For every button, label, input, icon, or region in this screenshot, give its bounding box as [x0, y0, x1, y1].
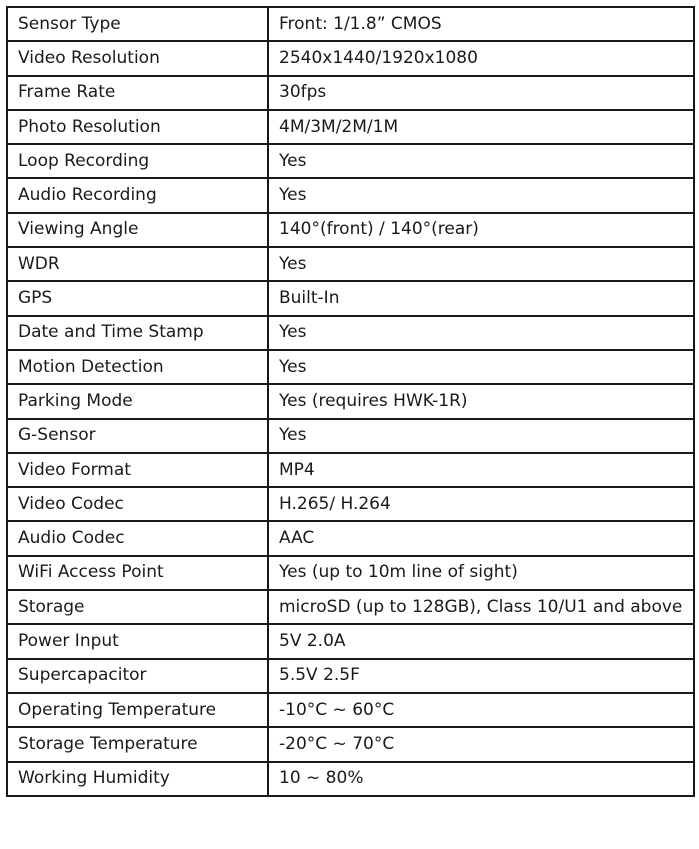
spec-label: Photo Resolution — [7, 110, 268, 144]
table-row — [7, 110, 694, 144]
table-row — [7, 590, 694, 624]
table-row — [7, 350, 694, 384]
spec-label: Video Resolution — [7, 41, 268, 75]
table-row — [7, 144, 694, 178]
spec-label: WDR — [7, 247, 268, 281]
table-row — [7, 419, 694, 453]
spec-label: Video Format — [7, 453, 268, 487]
spec-value: Yes — [268, 316, 694, 350]
table-row — [7, 178, 694, 212]
spec-value: H.265/ H.264 — [268, 487, 694, 521]
spec-label: Operating Temperature — [7, 693, 268, 727]
spec-value: MP4 — [268, 453, 694, 487]
table-row — [7, 659, 694, 693]
spec-value: Built-In — [268, 281, 694, 315]
spec-label: GPS — [7, 281, 268, 315]
table-row — [7, 693, 694, 727]
spec-value: 10 ~ 80% — [268, 762, 694, 796]
spec-label: Viewing Angle — [7, 213, 268, 247]
spec-value: 30fps — [268, 76, 694, 110]
spec-label: Video Codec — [7, 487, 268, 521]
spec-label: Motion Detection — [7, 350, 268, 384]
spec-value: 5V 2.0A — [268, 624, 694, 658]
spec-label: Supercapacitor — [7, 659, 268, 693]
spec-label: Frame Rate — [7, 76, 268, 110]
spec-value: Yes — [268, 350, 694, 384]
table-row — [7, 213, 694, 247]
spec-label: Date and Time Stamp — [7, 316, 268, 350]
spec-value: 4M/3M/2M/1M — [268, 110, 694, 144]
spec-label: Loop Recording — [7, 144, 268, 178]
spec-label: Sensor Type — [7, 7, 268, 41]
spec-label: Parking Mode — [7, 384, 268, 418]
spec-value: 2540x1440/1920x1080 — [268, 41, 694, 75]
spec-label: G-Sensor — [7, 419, 268, 453]
spec-value: Yes (requires HWK-1R) — [268, 384, 694, 418]
spec-value: Yes — [268, 144, 694, 178]
spec-value: Yes — [268, 178, 694, 212]
spec-label: Storage — [7, 590, 268, 624]
table-row — [7, 76, 694, 110]
table-row — [7, 762, 694, 796]
spec-table — [6, 6, 695, 797]
spec-label: Working Humidity — [7, 762, 268, 796]
table-row — [7, 384, 694, 418]
table-row — [7, 41, 694, 75]
spec-value: -20°C ~ 70°C — [268, 727, 694, 761]
spec-value: Yes — [268, 419, 694, 453]
spec-value: 5.5V 2.5F — [268, 659, 694, 693]
table-row — [7, 316, 694, 350]
spec-label: Audio Recording — [7, 178, 268, 212]
spec-value: AAC — [268, 521, 694, 555]
spec-value: 140°(front) / 140°(rear) — [268, 213, 694, 247]
spec-label: WiFi Access Point — [7, 556, 268, 590]
table-row — [7, 453, 694, 487]
spec-value: Yes — [268, 247, 694, 281]
spec-label: Storage Temperature — [7, 727, 268, 761]
spec-label: Power Input — [7, 624, 268, 658]
table-row — [7, 624, 694, 658]
table-row — [7, 281, 694, 315]
spec-value: Front: 1/1.8” CMOS — [268, 7, 694, 41]
table-row — [7, 727, 694, 761]
spec-table-body — [7, 7, 694, 796]
table-row — [7, 487, 694, 521]
table-row — [7, 556, 694, 590]
spec-value: microSD (up to 128GB), Class 10/U1 and above — [268, 590, 694, 624]
table-row — [7, 247, 694, 281]
spec-value: Yes (up to 10m line of sight) — [268, 556, 694, 590]
spec-value: -10°C ~ 60°C — [268, 693, 694, 727]
table-row — [7, 521, 694, 555]
spec-label: Audio Codec — [7, 521, 268, 555]
table-row — [7, 7, 694, 41]
